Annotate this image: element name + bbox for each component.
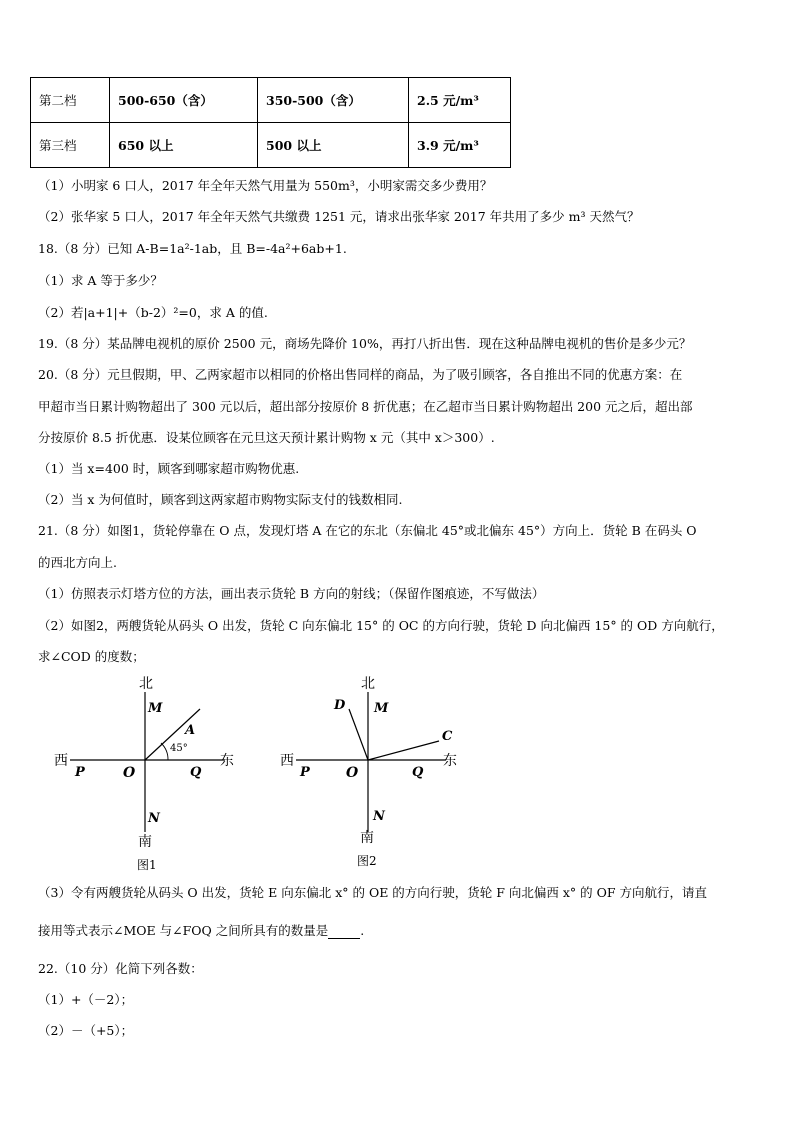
question-22-part1: （1）+（－2）； xyxy=(38,992,134,1007)
label-m: M xyxy=(148,701,163,716)
label-south: 南 xyxy=(138,834,152,847)
label-n: N xyxy=(373,809,385,824)
table-cell: 350-500（含） xyxy=(258,78,409,123)
table-cell: 3.9 元/m³ xyxy=(409,123,511,168)
label-a: A xyxy=(185,723,196,738)
question-21-line1: 21.（8 分）如图1，货轮停靠在 O 点，发现灯塔 A 在它的东北（东偏北 45°或北偏东 45°）方向上．货轮 B 在码头 O xyxy=(38,523,697,538)
label-east: 东 xyxy=(443,753,457,769)
label-south: 南 xyxy=(360,830,374,846)
table-cell: 第二档 xyxy=(31,78,110,123)
table-row xyxy=(31,78,511,123)
label-north: 北 xyxy=(139,676,153,692)
price-tier-table xyxy=(30,77,511,168)
label-p: P xyxy=(75,765,85,780)
ray-oc xyxy=(368,741,439,760)
label-m: M xyxy=(374,701,389,716)
table-row xyxy=(31,123,511,168)
question-21-part3-line2: 接用等式表示∠MOE 与∠FOQ 之间所具有的数量是 . xyxy=(38,923,365,938)
table-cell: 500 以上 xyxy=(258,123,409,168)
question-20-line1: 20.（8 分）元旦假期，甲、乙两家超市以相同的价格出售同样的商品，为了吸引顾客，各自推出不同的优惠方案：在 xyxy=(38,367,683,382)
figure-2-diagram xyxy=(276,672,476,847)
question-18-part2: （2）若|a+1|+（b-2）²=0，求 A 的值. xyxy=(38,305,268,320)
ray-od xyxy=(349,709,368,760)
question-19: 19.（8 分）某品牌电视机的原价 2500 元，商场先降价 10%，再打八折出售．现在这种品牌电视机的售价是多少元？ xyxy=(38,336,692,351)
label-west: 西 xyxy=(280,753,294,769)
figure-2-caption: 图2 xyxy=(357,854,377,868)
question-17-part2: （2）张华家 5 口人，2017 年全年天然气共缴费 1251 元，请求出张华家 2017 年共用了多少 m³ 天然气？ xyxy=(38,209,640,224)
question-21-line2: 的西北方向上. xyxy=(38,555,117,570)
question-22-part2: （2）－（+5）； xyxy=(38,1023,134,1038)
question-21-part2-line1: （2）如图2，两艘货轮从码头 O 出发，货轮 C 向东偏北 15° 的 OC 的方向行驶，货轮 D 向北偏西 15° 的 OD 方向航行， xyxy=(38,618,724,633)
question-18: 18.（8 分）已知 A-B=1a²-1ab，且 B=-4a²+6ab+1. xyxy=(38,241,347,256)
angle-arc xyxy=(161,743,168,760)
question-21-part3-line1: （3）令有两艘货轮从码头 O 出发，货轮 E 向东偏北 x° 的 OE 的方向行驶，货轮 F 向北偏西 x° 的 OF 方向航行，请直 xyxy=(38,885,708,900)
table-cell: 第三档 xyxy=(31,123,110,168)
table-cell: 2.5 元/m³ xyxy=(409,78,511,123)
label-n: N xyxy=(148,811,160,826)
question-22: 22.（10 分）化简下列各数： xyxy=(38,961,203,976)
question-20-line3: 分按原价 8.5 折优惠．设某位顾客在元旦这天预计累计购物 x 元（其中 x＞300）. xyxy=(38,430,495,445)
label-q: Q xyxy=(412,765,424,780)
label-o: O xyxy=(346,765,359,781)
question-21-part2-line2: 求∠COD 的度数； xyxy=(38,649,145,664)
label-o: O xyxy=(123,765,136,781)
question-20-part2: （2）当 x 为何值时，顾客到这两家超市购物实际支付的钱数相同. xyxy=(38,492,403,507)
question-18-part1: （1）求 A 等于多少？ xyxy=(38,273,163,288)
table-cell: 650 以上 xyxy=(110,123,258,168)
question-21-part1: （1）仿照表示灯塔方位的方法，画出表示货轮 B 方向的射线；（保留作图痕迹，不写做法） xyxy=(38,586,545,601)
label-c: C xyxy=(442,729,453,744)
label-q: Q xyxy=(190,765,202,780)
angle-label: 45° xyxy=(170,743,188,754)
answer-blank[interactable] xyxy=(328,926,360,939)
question-20-part1: （1）当 x=400 时，顾客到哪家超市购物优惠. xyxy=(38,461,300,476)
label-p: P xyxy=(300,765,310,780)
label-west: 西 xyxy=(54,753,68,769)
question-17-part1: （1）小明家 6 口人，2017 年全年天然气用量为 550m³，小明家需交多少费用？ xyxy=(38,178,493,193)
question-20-line2: 甲超市当日累计购物超出了 300 元以后，超出部分按原价 8 折优惠；在乙超市当日累计购物超出 200 元之后，超出部 xyxy=(38,399,693,414)
label-east: 东 xyxy=(220,753,234,769)
figure-1-caption: 图1 xyxy=(137,858,157,872)
question-21-part3-text: 接用等式表示∠MOE 与∠FOQ 之间所具有的数量是 xyxy=(38,923,329,938)
figure-1-diagram xyxy=(50,672,250,847)
table-cell: 500-650（含） xyxy=(110,78,258,123)
label-north: 北 xyxy=(361,676,375,692)
label-d: D xyxy=(334,698,346,713)
